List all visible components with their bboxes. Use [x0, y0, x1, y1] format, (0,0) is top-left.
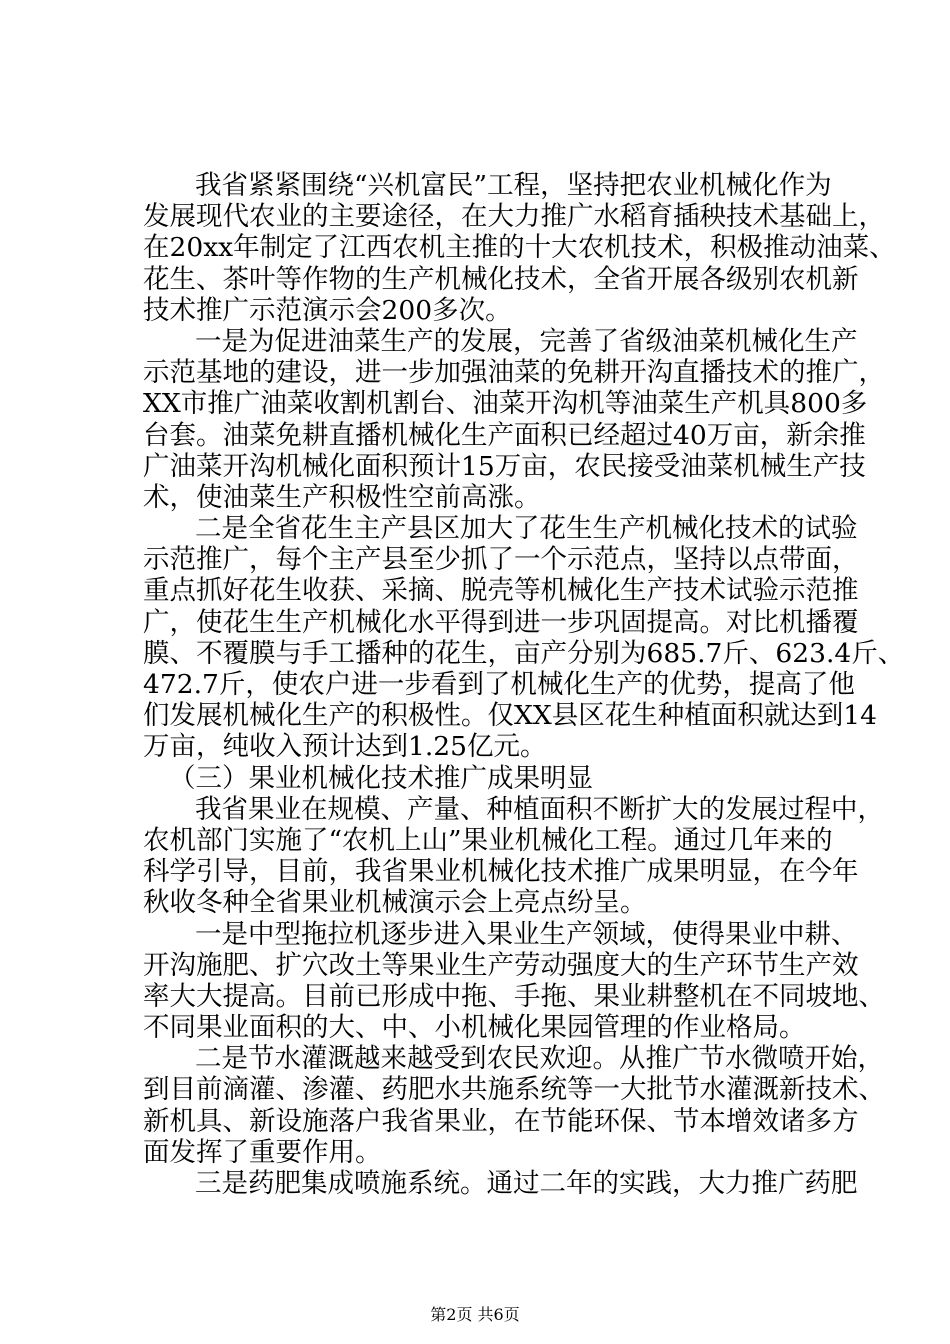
text-line: 万亩，纯收入预计达到1.25亿元。: [143, 731, 547, 763]
section-heading: （三）果业机械化技术推广成果明显: [169, 762, 593, 794]
text-line: 花生、茶叶等作物的生产机械化技术，全省开展各级别农机新: [143, 263, 859, 295]
page-number-label: 第2页 共6页: [430, 1305, 520, 1324]
text-line: 一是为促进油菜生产的发展，完善了省级油菜机械化生产: [195, 325, 858, 357]
text-line: 重点抓好花生收获、采摘、脱壳等机械化生产技术试验示范推: [143, 575, 859, 607]
text-line: 三是药肥集成喷施系统。通过二年的实践，大力推广药肥: [195, 1168, 858, 1199]
text-line: 在20xx年制定了江西农机主推的十大农机技术，积极推动油菜、: [143, 232, 896, 264]
text-line: 广，使花生生产机械化水平得到进一步巩固提高。对比机播覆: [143, 606, 859, 638]
text-line: 秋收冬种全省果业机械演示会上亮点纷呈。: [143, 887, 647, 919]
text-line: 面发挥了重要作用。: [143, 1136, 382, 1168]
text-line: 农机部门实施了“农机上山”果业机械化工程。通过几年来的: [143, 824, 833, 856]
text-line: 技术推广示范演示会200多次。: [143, 294, 512, 326]
text-line: 们发展机械化生产的积极性。仅XX县区花生种植面积就达到14: [143, 700, 877, 732]
text-line: XX市推广油菜收割机割台、油菜开沟机等油菜生产机具800多: [143, 388, 868, 420]
text-line: 术，使油菜生产积极性空前高涨。: [143, 481, 541, 513]
text-line: 开沟施肥、扩穴改土等果业生产劳动强度大的生产环节生产效: [143, 949, 859, 981]
text-line: 我省紧紧围绕“兴机富民”工程，坚持把农业机械化作为: [195, 170, 832, 201]
text-line: 一是中型拖拉机逐步进入果业生产领域，使得果业中耕、: [195, 918, 858, 950]
text-line: 不同果业面积的大、中、小机械化果园管理的作业格局。: [143, 1012, 806, 1044]
text-line: 二是节水灌溉越来越受到农民欢迎。从推广节水微喷开始，: [195, 1043, 884, 1075]
text-line: 科学引导，目前，我省果业机械化技术推广成果明显，在今年: [143, 856, 859, 888]
text-line: 472.7斤，使农户进一步看到了机械化生产的优势，提高了他: [143, 669, 855, 700]
text-line: 率大大提高。目前已形成中拖、手拖、果业耕整机在不同坡地、: [143, 980, 885, 1012]
text-line: 二是全省花生主产县区加大了花生生产机械化技术的试验: [195, 513, 858, 545]
text-line: 台套。油菜免耕直播机械化生产面积已经超过40万亩，新余推: [143, 419, 866, 451]
text-line: 发展现代农业的主要途径，在大力推广水稻育插秧技术基础上，: [143, 201, 885, 233]
document-body: [143, 170, 905, 1199]
text-line: 示范推广，每个主产县至少抓了一个示范点，坚持以点带面，: [143, 544, 859, 576]
text-line: 我省果业在规模、产量、种植面积不断扩大的发展过程中，: [195, 793, 884, 825]
page-footer: [0, 1302, 950, 1325]
text-line: 新机具、新设施落户我省果业，在节能环保、节本增效诸多方: [143, 1105, 859, 1137]
text-line: 示范基地的建设，进一步加强油菜的免耕开沟直播技术的推广，: [143, 357, 885, 389]
text-line: 膜、不覆膜与手工播种的花生，亩产分别为685.7斤、623.4斤、: [143, 637, 905, 669]
text-line: 到目前滴灌、渗灌、药肥水共施系统等一大批节水灌溉新技术、: [143, 1074, 885, 1106]
text-line: 广油菜开沟机械化面积预计15万亩，农民接受油菜机械生产技: [143, 450, 866, 482]
